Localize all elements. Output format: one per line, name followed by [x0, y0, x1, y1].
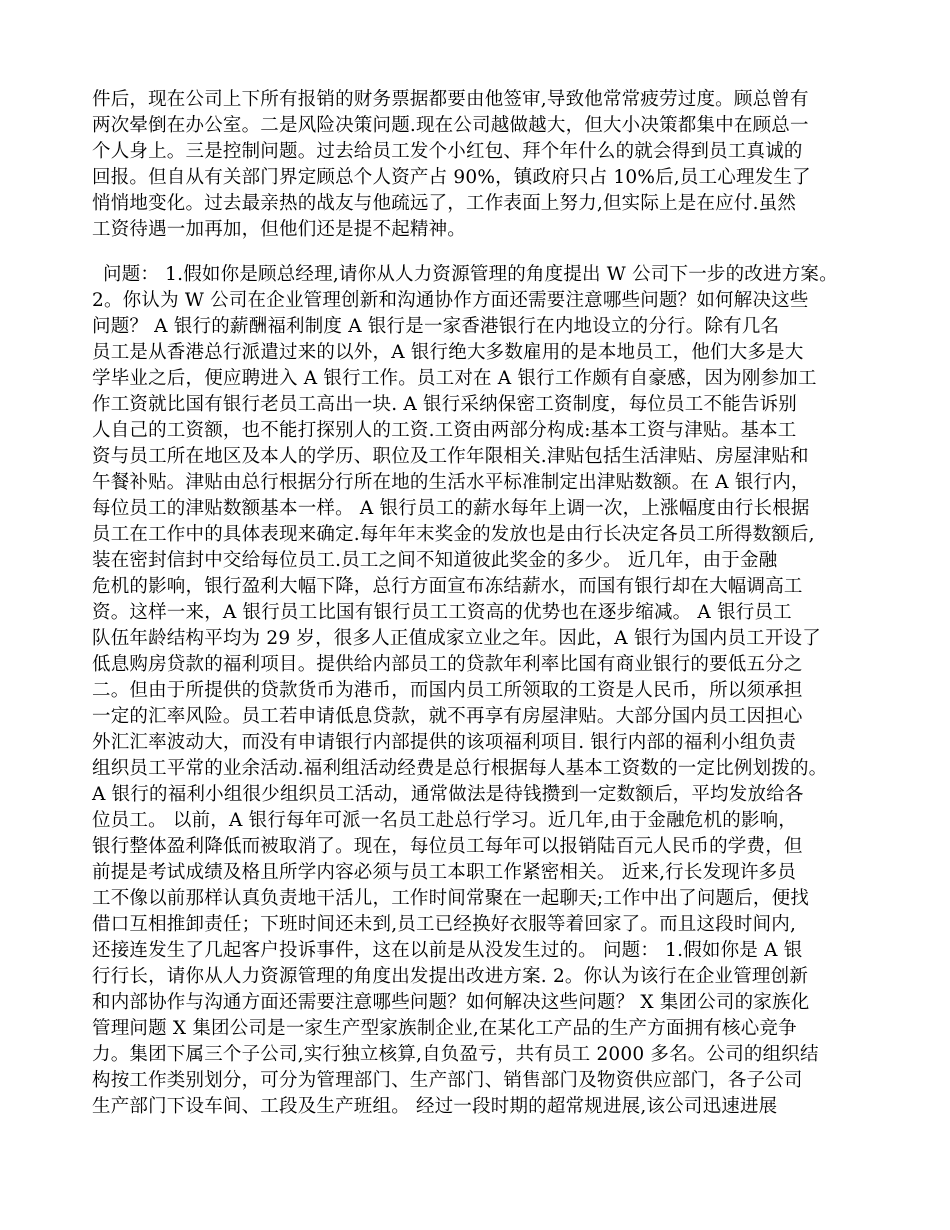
text-line: 个人身上。三是控制问题。过去给员工发个小红包、拜个年什么的就会得到员工真诚的: [92, 141, 803, 162]
text-line: 午餐补贴。津贴由总行根据分行所在地的生活水平标准制定出津贴数额。在 A 银行内，: [92, 472, 810, 493]
text-line: 前提是考试成绩及格且所学内容必须与员工本职工作紧密相关。 近来,行长发现许多员: [92, 862, 797, 883]
text-line: 银行整体盈利降低而被取消了。现在，每位员工每年可以报销陆百元人民币的学费，但: [92, 836, 803, 857]
text-line: 装在密封信封中交给每位员工.员工之间不知道彼此奖金的多少。 近几年，由于金融: [92, 550, 778, 571]
text-line: 和内部协作与沟通方面还需要注意哪些问题？如何解决这些问题？ X 集团公司的家族化: [92, 992, 810, 1013]
text-line: 低息购房贷款的福利项目。提供给内部员工的贷款年利率比国有商业银行的要低五分之: [92, 654, 803, 675]
text-line: 作工资就比国有银行老员工高出一块. A 银行采纳保密工资制度，每位员工不能告诉别: [92, 394, 798, 415]
text-line: 两次晕倒在办公室。二是风险决策问题.现在公司越做越大，但大小决策都集中在顾总一: [92, 115, 809, 136]
text-line: 2。你认为 W 公司在企业管理创新和沟通协作方面还需要注意哪些问题？如何解决这些: [92, 290, 809, 311]
text-line: 人自己的工资额，也不能打探别人的工资.工资由两部分构成:基本工资与津贴。基本工: [92, 420, 797, 441]
text-line: 队伍年龄结构平均为 29 岁，很多人正值成家立业之年。因此，A 银行为国内员工开设了: [92, 628, 821, 649]
text-line: 员工是从香港总行派遣过来的以外，A 银行绝大多数雇用的是本地员工，他们大多是大: [92, 342, 804, 363]
text-line: 借口互相推卸责任；下班时间还未到,员工已经换好衣服等着回家了。而且这段时间内,: [92, 914, 797, 935]
text-line: 外汇汇率波动大，而没有申请银行内部提供的该项福利项目. 银行内部的福利小组负责: [92, 732, 797, 753]
text-line: 力。集团下属三个子公司,实行独立核算,自负盈亏，共有员工 2000 多名。公司的组织结: [92, 1044, 819, 1065]
text-line: 工不像以前那样认真负责地干活儿，工作时间常聚在一起聊天;工作中出了问题后，便找: [92, 888, 810, 909]
text-line: 学毕业之后，便应聘进入 A 银行工作。员工对在 A 银行工作颇有自豪感，因为刚参加工: [92, 368, 817, 389]
text-line: 危机的影响，银行盈利大幅下降，总行方面宣布冻结薪水，而国有银行却在大幅调高工: [92, 576, 803, 597]
text-line: 资。这样一来，A 银行员工比国有银行员工工资高的优势也在逐步缩减。 A 银行员工: [92, 602, 792, 623]
text-line: 问题？ A 银行的薪酬福利制度 A 银行是一家香港银行在内地设立的分行。除有几名: [92, 316, 780, 337]
text-line: 管理问题 X 集团公司是一家生产型家族制企业,在某化工产品的生产方面拥有核心竞争: [92, 1018, 797, 1039]
text-line: A 银行的福利小组很少组织员工活动，通常做法是待钱攒到一定数额后，平均发放给各: [92, 784, 804, 805]
text-line: 还接连发生了几起客户投诉事件，这在以前是从没发生过的。 问题： 1.假如你是 A 银: [92, 940, 803, 961]
text-line: 回报。但自从有关部门界定顾总个人资产占 90%，镇政府只占 10%后,员工心理发生了: [92, 167, 811, 188]
text-line: 每位员工的津贴数额基本一样。 A 银行员工的薪水每年上调一次，上涨幅度由行长根据: [92, 498, 810, 519]
text-line: 二。但由于所提供的贷款货币为港币，而国内员工所领取的工资是人民币，所以须承担: [92, 680, 803, 701]
text-line: 问题： 1.假如你是顾总经理,请你从人力资源管理的角度提出 W 公司下一步的改进方案。: [103, 264, 838, 285]
text-line: 生产部门下设车间、工段及生产班组。 经过一段时期的超常规进展,该公司迅速进展: [92, 1096, 778, 1117]
text-line: 资与员工所在地区及本人的学历、职位及工作年限相关.津贴包括生活津贴、房屋津贴和: [92, 446, 809, 467]
text-line: 构按工作类别划分，可分为管理部门、生产部门、销售部门及物资供应部门，各子公司: [92, 1070, 803, 1091]
text-line: 行行长，请你从人力资源管理的角度出发提出改进方案. 2。你认为该行在企业管理创新: [92, 966, 809, 987]
text-line: 件后，现在公司上下所有报销的财务票据都要由他签审,导致他常常疲劳过度。顾总曾有: [92, 89, 809, 110]
text-line: 工资待遇一加再加，但他们还是提不起精神。: [92, 219, 467, 240]
text-line: 员工在工作中的具体表现来确定.每年年末奖金的发放也是由行长决定各员工所得数额后,: [92, 524, 815, 545]
text-line: 悄悄地变化。过去最亲热的战友与他疏远了，工作表面上努力,但实际上是在应付.虽然: [92, 193, 797, 214]
text-line: 一定的汇率风险。员工若申请低息贷款，就不再享有房屋津贴。大部分国内员工因担心: [92, 706, 803, 727]
text-line: 组织员工平常的业余活动.福利组活动经费是总行根据每人基本工资数的一定比例划拨的。: [92, 758, 828, 779]
text-line: 位员工。 以前，A 银行每年可派一名员工赴总行学习。近几年,由于金融危机的影响，: [92, 810, 798, 831]
